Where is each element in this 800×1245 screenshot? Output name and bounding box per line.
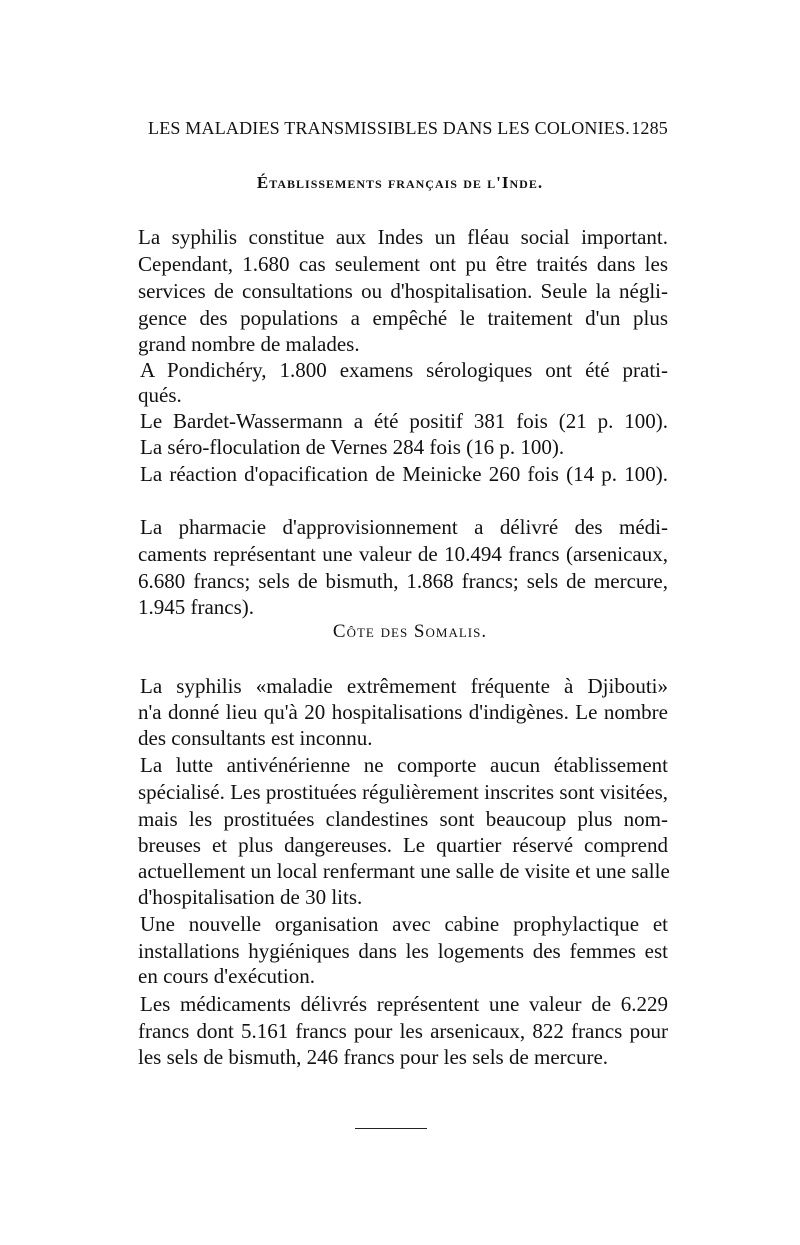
text-line: actuellement un local renfermant une salle de visite et une salle (138, 859, 670, 883)
text-line: services de consultations ou d'hospitalisation. Seule la négli- (138, 279, 668, 303)
text-line: n'a donné lieu qu'à 20 hospitalisations d'indigènes. Le nombre (138, 700, 668, 724)
text-line: A Pondichéry, 1.800 examens sérologiques ont été prati- (140, 358, 668, 382)
text-line: caments représentant une valeur de 10.494 francs (arsenicaux, (138, 542, 668, 566)
text-line: gence des populations a empêché le traitement d'un plus (138, 306, 668, 330)
text-line: 1.945 francs). (138, 595, 255, 619)
text-line: spécialisé. Les prostituées régulièrement inscrites sont visitées, (138, 780, 668, 804)
section-heading-somalis: Côte des Somalis. (332, 621, 488, 642)
text-line: La réaction d'opacification de Meinicke 260 fois (14 p. 100). (140, 462, 668, 486)
text-line: mais les prostituées clandestines sont beaucoup plus nom- (138, 807, 668, 831)
text-line: grand nombre de malades. (138, 332, 360, 356)
text-line: des consultants est inconnu. (138, 726, 373, 750)
text-line: La séro-floculation de Vernes 284 fois (16 p. 100). (140, 435, 565, 459)
text-line: La lutte antivénérienne ne comporte aucun établissement (140, 753, 668, 777)
text-line: La pharmacie d'approvisionnement a délivré des médi- (140, 515, 668, 539)
text-line: Le Bardet-Wassermann a été positif 381 fois (21 p. 100). (140, 409, 668, 433)
text-line: La syphilis constitue aux Indes un fléau social important. (138, 225, 668, 249)
text-line: 6.680 francs; sels de bismuth, 1.868 francs; sels de mercure, (138, 569, 668, 593)
running-header (148, 118, 668, 142)
text-line: Une nouvelle organisation avec cabine prophylactique et (140, 912, 668, 936)
text-line: francs dont 5.161 francs pour les arsenicaux, 822 francs pour (138, 1019, 668, 1043)
page-number: 1285 (631, 118, 668, 138)
text-line: Cependant, 1.680 cas seulement ont pu être traités dans les (138, 252, 668, 276)
text-line: breuses et plus dangereuses. Le quartier réservé comprend (138, 833, 668, 857)
text-line: Les médicaments délivrés représentent une valeur de 6.229 (140, 992, 668, 1016)
text-line: en cours d'exécution. (138, 964, 315, 988)
text-line: La syphilis «maladie extrêmement fréquente à Djibouti» (140, 674, 668, 698)
section-heading-inde: Établissements français de l'Inde. (256, 173, 544, 192)
running-title: LES MALADIES TRANSMISSIBLES DANS LES COLONIES. (148, 118, 630, 138)
text-line: les sels de bismuth, 246 francs pour les sels de mercure. (138, 1045, 609, 1069)
text-line: installations hygiéniques dans les logements des femmes est (138, 939, 668, 963)
text-line: qués. (138, 383, 182, 407)
closing-rule (355, 1128, 427, 1129)
text-line: d'hospitalisation de 30 lits. (138, 885, 363, 909)
